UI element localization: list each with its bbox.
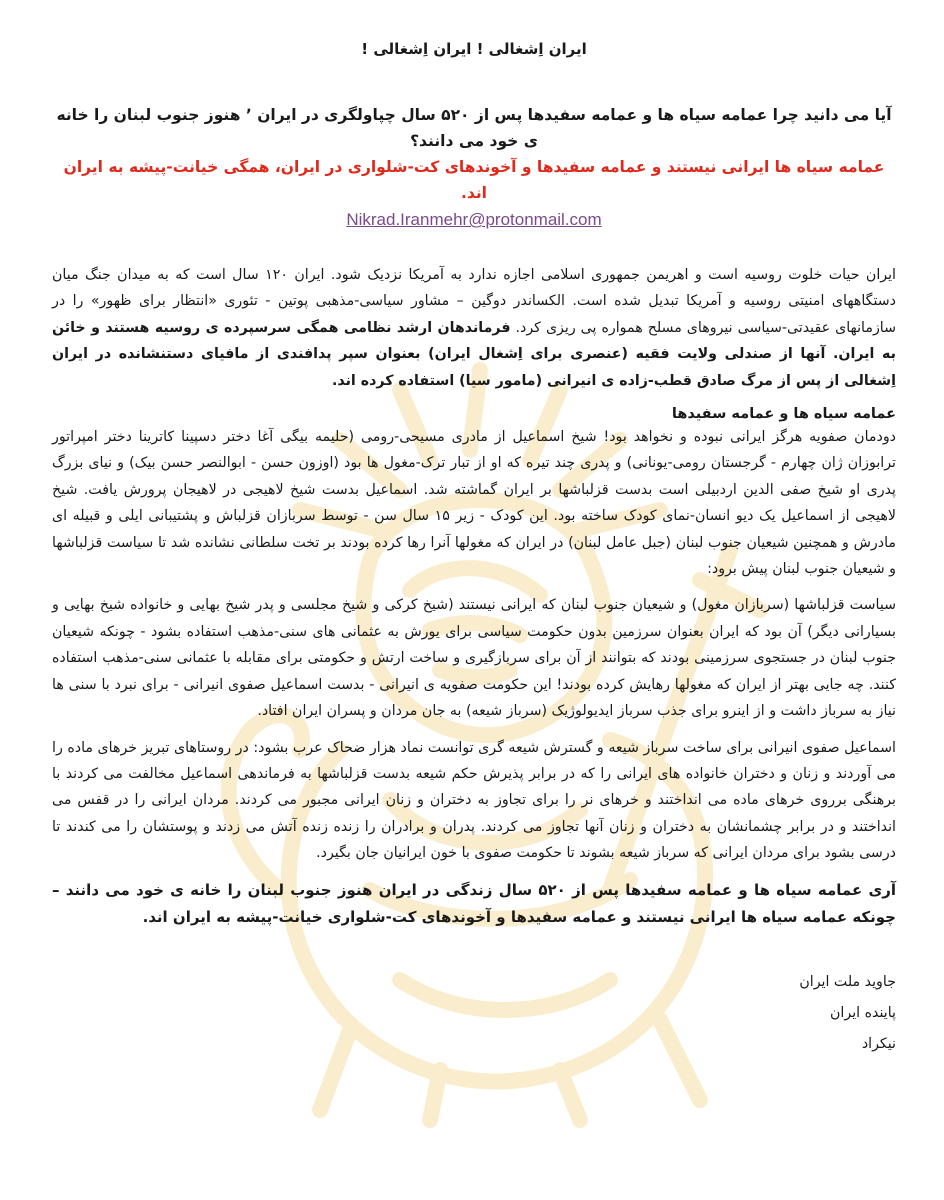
headline-red-statement: عمامه سیاه ها ایرانی نیستند و عمامه سفیدها و آخوندهای کت-شلواری در ایران، همگی خیانت-پیشه به ایران اند. — [63, 158, 885, 202]
closing-statement: آری عمامه سیاه ها و عمامه سفیدها پس از ۵۲۰ سال زندگی در ایران هنوز جنوب لبنان را خانه ی خود می دانند – چونکه عمامه سیاه ها ایرانی نیستند و عمامه سفیدها و آخوندهای کت-شلواری خیانت-پیشه به ایران اند. — [52, 880, 897, 926]
section-title: عمامه سیاه ها و عمامه سفیدها — [671, 406, 896, 423]
paragraph-safavid-origin: دودمان صفویه هرگز ایرانی نبوده و نخواهد بود! شیخ اسماعیل از مادری مسیحی-رومی (حلیمه بیگی آغا دختر دسپینا کاترینا دختر امپراتور ترابوزان ژان چهارم - گرجستان رومی-یونانی) و پدری چند تیره که او از تبار ترک-مغول ها بود (اوزون حسن - ابوالنصر حسن بیک) و نیای بزرگ پدری او شیخ صفی الدین اردبیلی است بدست قزلباشها بر ایران گماشته شد. اسماعیل بدست شیخ لاهیجی در لاهیجان پرورش یافت. شیخ لاهیجی از اسماعیل یک دیو انسان-نمای کودک ساخته بود. این کودک - زیر ۱۵ سال سن - توسط سربازان قزلباش و پشتیبانی ایلی و قبیله ای مادرش و همچنین شیعیان جنوب لبنان (جبل عامل لبنان) در ایران که مغولها آنرا رها کرده بودند بر تخت سلطانی نشانده شد تا سیاست قزلباشها و شیعیان جنوب لبنان پیش برود: — [52, 429, 896, 578]
intro-normal-text: ایران حیات خلوت روسیه است و اهریمن جمهوری اسلامی اجازه ندارد به آمریکا نزدیک شود. ایران ۱۲۰ سال است که به میدان جنگ میان دستگاههای امنیتی روسیه و آمریکا تبدیل شده است. الکساندر دوگین – مشاور سیاسی-مذهبی پوتین - تئوری «انتظار برای ظهور» را در سازمانهای عقیدتی-سیاسی نیروهای مسلح همواره پی ریزی کرد. — [52, 267, 897, 336]
signature-line-1: جاوید ملت ایران — [799, 973, 896, 990]
paragraph-atrocities: اسماعیل صفوی انیرانی برای ساخت سرباز شیعه و گسترش شیعه گری توانست نماد هزار ضحاک عرب بشود: در روستاهای تبریز خرهای ماده را می آوردند و زنان و دختران خانواده های ایرانی را که در برابر پذیرش حکم شیعه بدست قزلباشها به فرماندهی اسماعیل مخالفت می کردند با برهنگی برروی خرهای ماده می انداختند و خرهای نر را برای تجاوز به دختران و زنان ایرانی مجبور می کردند. مردان ایرانی را در قفس می انداختند و در برابر چشمانشان به دختران و زنان آنها تجاوز می کردند. پدران و برادران را زنده زنده آتش می زدند و پوستشان را می کندند تا درسی بشود برای مردان ایرانی که سرباز شیعه بشوند تا حکومت صفوی با خون ایرانیان جان بگیرد. — [52, 739, 896, 862]
intro-bold-text: فرماندهان ارشد نظامی همگی سرسپرده ی روسیه هستند و خائن به ایران. آنها از صندلی ولایت فقیه (عنصری برای اِشغال ایران) بعنوان سپر پدافندی از مافیای دستنشانده در ایران اِشغالی از پس از مرگ صادق قطب-زاده ی انیرانی (مامور سیا) استفاده کرده اند. — [52, 319, 896, 389]
intro-paragraph — [52, 262, 896, 394]
slogan: ایران اِشغالی ! ایران اِشغالی ! — [361, 40, 587, 58]
paragraph-qizilbash-policy: سیاست قزلباشها (سربازان مغول) و شیعیان جنوب لبنان که ایرانی نیستند (شیخ کرکی و شیخ مجلسی و پدر شیخ بهایی و خانواده شیخ بهایی و بسیارانی دیگر) آن بود که ایران بعنوان سرزمین بدون حکومت سیاسی برای یورش به عثمانی های سنی-مذهب استفاده بشود - چونکه شیعیان جنوب لبنان در جستجوی سرزمینی بودند که بتوانند از آن برای سربازگیری و ساخت ارتش و حکومتی برای مقابله با عثمانی سنی-مذهب استفاده کنند. چه جایی بهتر از ایران که مغولها رهایش کرده بودند! این حکومت صفویه ی انیرانی - بدست اسماعیل صفوی انیرانی - برای نبرد با سنی ها نیاز به سرباز داشت و از اینرو برای جذب سرباز ایدیولوژیک (سرباز شیعه) به جان مردان و پسران ایران افتاد. — [52, 597, 896, 720]
signature-line-3: نیکراد — [861, 1035, 896, 1052]
signature-line-2: پاینده ایران — [830, 1004, 896, 1021]
headline-question: آیا می دانید چرا عمامه سیاه ها و عمامه سفیدها پس از ۵۲۰ سال چپاولگری در ایران ٬ هنوز جنوب لبنان را خانه ی خود می دانند؟ — [56, 106, 892, 150]
email-link[interactable]: Nikrad.Iranmehr@protonmail.com — [346, 210, 602, 229]
